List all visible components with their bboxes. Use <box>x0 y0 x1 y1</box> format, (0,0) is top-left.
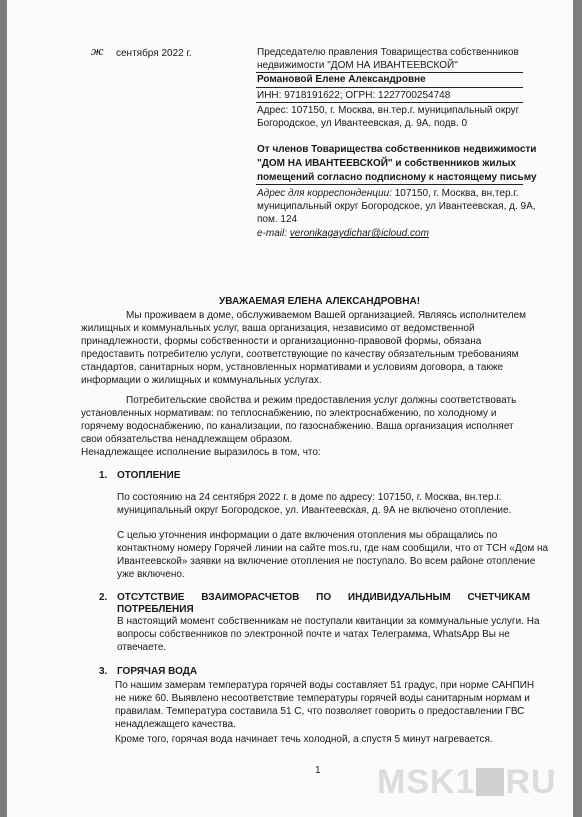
text-line: контактному номеру Горячей линии на сайте mos.ru, где нам сообщили, что от ТСН «Дом на <box>117 543 549 554</box>
sender-line-2: "ДОМ НА ИВАНТЕЕВСКОЙ" и собственников жилых <box>257 158 516 169</box>
text-line: В настоящий момент собственникам не поступали квитанции за коммунальные услуги. На <box>117 616 540 627</box>
section-paragraph <box>115 679 534 731</box>
section-number: 1. <box>99 470 108 481</box>
text-line: вопросы собственников по электронной почте и чатах Телеграмма, WhatsApp Вы не <box>117 629 510 640</box>
correspondence-address-1 <box>257 187 519 200</box>
section-paragraph <box>117 615 540 654</box>
correspondence-label: Адрес для корреспонденции: <box>257 188 392 199</box>
correspondence-address-2: муниципальный округ Богородское, ул Ивантеевская, д. 9А, <box>257 201 536 212</box>
text-line: жилищных и коммунальных услуг, ваша организация, независимо от ведомственной <box>81 323 475 334</box>
text-line: Мы проживаем в доме, обслуживаемом Вашей организацией. Являясь исполнителем <box>126 310 527 321</box>
divider <box>256 87 523 88</box>
page-number: 1 <box>315 765 321 776</box>
correspondence-address-value: 107150, г. Москва, вн.тер.г. <box>391 188 519 199</box>
sender-line-3: помещений согласно подписному к настоящему письму <box>257 172 537 183</box>
correspondence-address-3: пом. 124 <box>257 214 298 225</box>
text-line: свои обязательства ненадлежащем образом. <box>81 434 293 445</box>
document-page <box>7 0 573 817</box>
text-line: отвечаете. <box>117 642 167 653</box>
text-line: принадлежности, формы собственности и организационно-правовой формы, обязана <box>81 336 482 347</box>
sender-line-1: От членов Товарищества собственников недвижимости <box>257 144 537 155</box>
email-label: e-mail: <box>257 228 288 239</box>
divider <box>256 102 523 103</box>
text-line: По состоянию на 24 сентября 2022 г. в доме по адресу: 107150, г. Москва, вн.тер.г. <box>117 492 502 503</box>
section-paragraph <box>117 491 511 517</box>
section-title: ГОРЯЧАЯ ВОДА <box>117 666 198 677</box>
salutation-heading: УВАЖАЕМАЯ ЕЛЕНА АЛЕКСАНДРОВНА! <box>219 296 421 307</box>
email-line <box>257 227 429 240</box>
text-line: С целью уточнения информации о дате включения отопления мы обращались по <box>117 530 498 541</box>
text-line: По нашим замерам температура горячей воды составляет 51 градус, при норме САНПИН <box>115 680 535 691</box>
recipient-address-2: Богородское, ул Ивантеевская, д. 9А, подв. 0 <box>257 118 468 129</box>
intro-paragraph <box>81 309 527 387</box>
text-line: предоставить потребителю услуги, соответствующие по качеству обязательным требованиям <box>81 349 519 360</box>
text-line: ненадлежащего качества. <box>115 719 236 730</box>
watermark-text: RU <box>505 763 557 801</box>
text-line: горячему водоснабжению, по канализации, по газоснабжению. Ваша организация исполняет <box>81 421 514 432</box>
section-number: 2. <box>99 592 108 603</box>
obligations-paragraph <box>81 394 527 446</box>
site-watermark <box>377 763 557 802</box>
text-line: информации о жилищных и коммунальных услугах. <box>81 375 322 386</box>
text-line: уже включено. <box>117 569 185 580</box>
text-line: не ниже 60. Выявлено несоответствие температуры горячей воды санитарным нормам и <box>115 693 530 704</box>
section-title: ОТОПЛЕНИЕ <box>117 470 181 481</box>
text-line: Потребительские свойства и режим предоставления услуг должны соответствовать <box>126 395 517 406</box>
text-line: правилам. Температура составила 51 С, что позволяет говорить о предоставлении ГВС <box>115 706 525 717</box>
recipient-line-2: недвижимости "ДОМ НА ИВАНТЕЕВСКОЙ" <box>257 60 458 71</box>
divider <box>256 184 523 185</box>
email-link[interactable]: veronikagaydichar@icloud.com <box>289 228 429 239</box>
text-line: муниципальный округ Богородское, ул. Ивантеевская, д. 9А не включено отопление. <box>117 505 512 516</box>
date-handwritten-mark: ж <box>91 45 104 58</box>
text-line: Ивантеевской» заявки на включение отопления не поступало. Во всем районе отопление <box>117 556 536 567</box>
text-line: установленных нормативам: по теплоснабжению, по электроснабжению, по холодному и <box>81 408 497 419</box>
watermark-square-icon <box>476 768 504 796</box>
section-title: ОТСУТСТВИЕ ВЗАИМОРАСЧЕТОВ ПО ИНДИВИДУАЛЬНЫМ СЧЕТЧИКАМ <box>117 592 531 603</box>
section-paragraph: Кроме того, горячая вода начинает течь холодной, а спустя 5 минут нагревается. <box>115 734 493 745</box>
watermark-text: MSK1 <box>377 763 476 801</box>
recipient-line-1: Председателю правления Товарищества собственников <box>257 47 519 58</box>
text-line: стандартов, санитарных норм, установленных нормативами и условиям договора, а также <box>81 362 504 373</box>
recipient-name: Романовой Елене Александровне <box>257 74 426 85</box>
recipient-address-1: Адрес: 107150, г. Москва, вн.тер.г. муниципальный округ <box>257 105 520 116</box>
recipient-ids: ИНН: 9718191622; ОГРН: 1227700254748 <box>257 90 451 101</box>
letter-date: сентября 2022 г. <box>116 48 192 59</box>
issues-intro: Ненадлежащее исполнение выразилось в том, что: <box>81 447 321 458</box>
section-number: 3. <box>99 666 108 677</box>
section-paragraph <box>117 529 548 581</box>
section-title-continued: ПОТРЕБЛЕНИЯ <box>117 604 194 615</box>
